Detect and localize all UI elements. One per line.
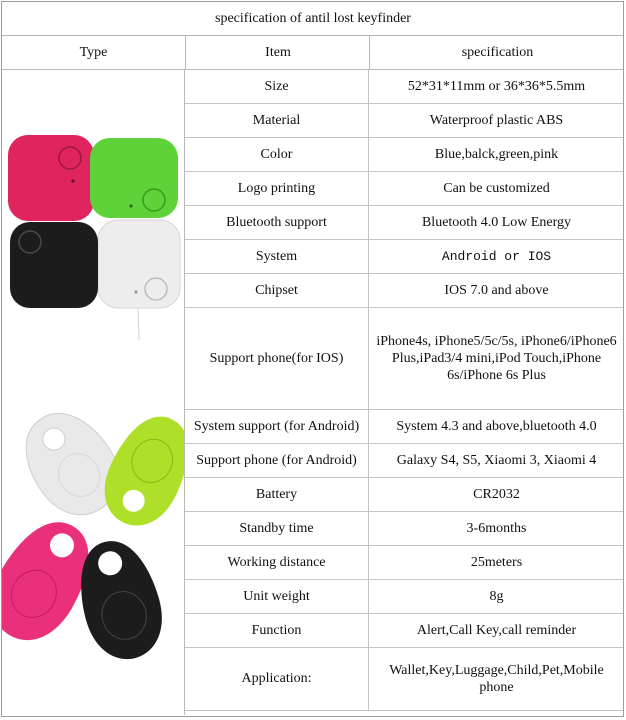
table-row [185, 648, 624, 711]
table-row [185, 444, 624, 478]
row-item-label: Application: [185, 648, 369, 710]
row-spec-value: 52*31*11mm or 36*36*5.5mm [407, 79, 586, 94]
row-spec-value: Can be customized [443, 181, 550, 196]
row-spec-value: Wallet,Key,Luggage,Child,Pet,Mobile phone [389, 663, 604, 695]
row-spec-value: iPhone4s, iPhone5/5c/5s, iPhone6/iPhone6 Plus,iPad3/4 mini,iPod Touch,iPhone 6s/iPhone 6s Plus [376, 334, 617, 383]
row-spec-value: Bluetooth 4.0 Low Energy [421, 215, 572, 230]
row-item-label: Chipset [185, 274, 369, 307]
table-title-text: specification of antil lost keyfinder [215, 10, 411, 26]
row-item-label: Standby time [185, 512, 369, 545]
tracker-strap [138, 308, 139, 340]
row-spec-value: Alert,Call Key,call reminder [416, 623, 577, 638]
row-item-label: Support phone(for IOS) [185, 308, 369, 409]
table-row [185, 206, 624, 240]
table-row [185, 240, 624, 274]
tracker-led [71, 179, 74, 182]
row-item-label: Working distance [185, 546, 369, 579]
row-spec-value: Android or IOS [441, 249, 552, 264]
table-row [185, 70, 624, 104]
row-item-label: Color [185, 138, 369, 171]
row-spec-value: CR2032 [473, 487, 520, 502]
row-item-label: System [185, 240, 369, 273]
row-spec-value: System 4.3 and above,bluetooth 4.0 [396, 419, 597, 434]
row-item-label: Bluetooth support [185, 206, 369, 239]
header-item: Item [265, 44, 291, 60]
table-row [185, 274, 624, 308]
square-tracker-group [8, 135, 180, 340]
row-item-label: Material [185, 104, 369, 137]
table-header-row [2, 36, 624, 70]
row-spec-value: IOS 7.0 and above [444, 283, 549, 298]
row-item-label: Support phone (for Android) [185, 444, 369, 477]
type-image-cell [2, 70, 185, 715]
table-row [185, 580, 624, 614]
table-row [185, 614, 624, 648]
table-row [185, 478, 624, 512]
tracker-led [134, 290, 137, 293]
row-item-label: Battery [185, 478, 369, 511]
row-item-label: Size [185, 70, 369, 103]
square-tracker-green [90, 138, 178, 218]
table-row [185, 308, 624, 410]
header-divider [185, 36, 186, 70]
row-item-label: System support (for Android) [185, 410, 369, 443]
table-title [2, 2, 624, 36]
square-tracker-white [98, 220, 180, 308]
square-tracker-pink [8, 135, 94, 221]
row-item-label: Unit weight [185, 580, 369, 613]
table-row [185, 410, 624, 444]
header-divider [369, 36, 370, 70]
header-type: Type [79, 44, 108, 60]
header-specification: specification [461, 44, 534, 60]
row-spec-value: 3-6months [466, 521, 527, 536]
table-row [185, 512, 624, 546]
row-spec-value: Blue,balck,green,pink [434, 147, 559, 162]
table-row [185, 138, 624, 172]
square-tracker-black [10, 222, 98, 308]
table-row [185, 546, 624, 580]
row-spec-value: Waterproof plastic ABS [429, 113, 564, 128]
drop-tracker-group [2, 396, 184, 667]
row-item-label: Function [185, 614, 369, 647]
row-spec-value: 25meters [470, 555, 523, 570]
row-item-label: Logo printing [185, 172, 369, 205]
keyfinder-product-photo [2, 70, 184, 715]
row-spec-value: Galaxy S4, S5, Xiaomi 3, Xiaomi 4 [396, 453, 597, 468]
table-row [185, 172, 624, 206]
tracker-led [129, 204, 132, 207]
table-row [185, 104, 624, 138]
row-spec-value: 8g [489, 589, 504, 604]
